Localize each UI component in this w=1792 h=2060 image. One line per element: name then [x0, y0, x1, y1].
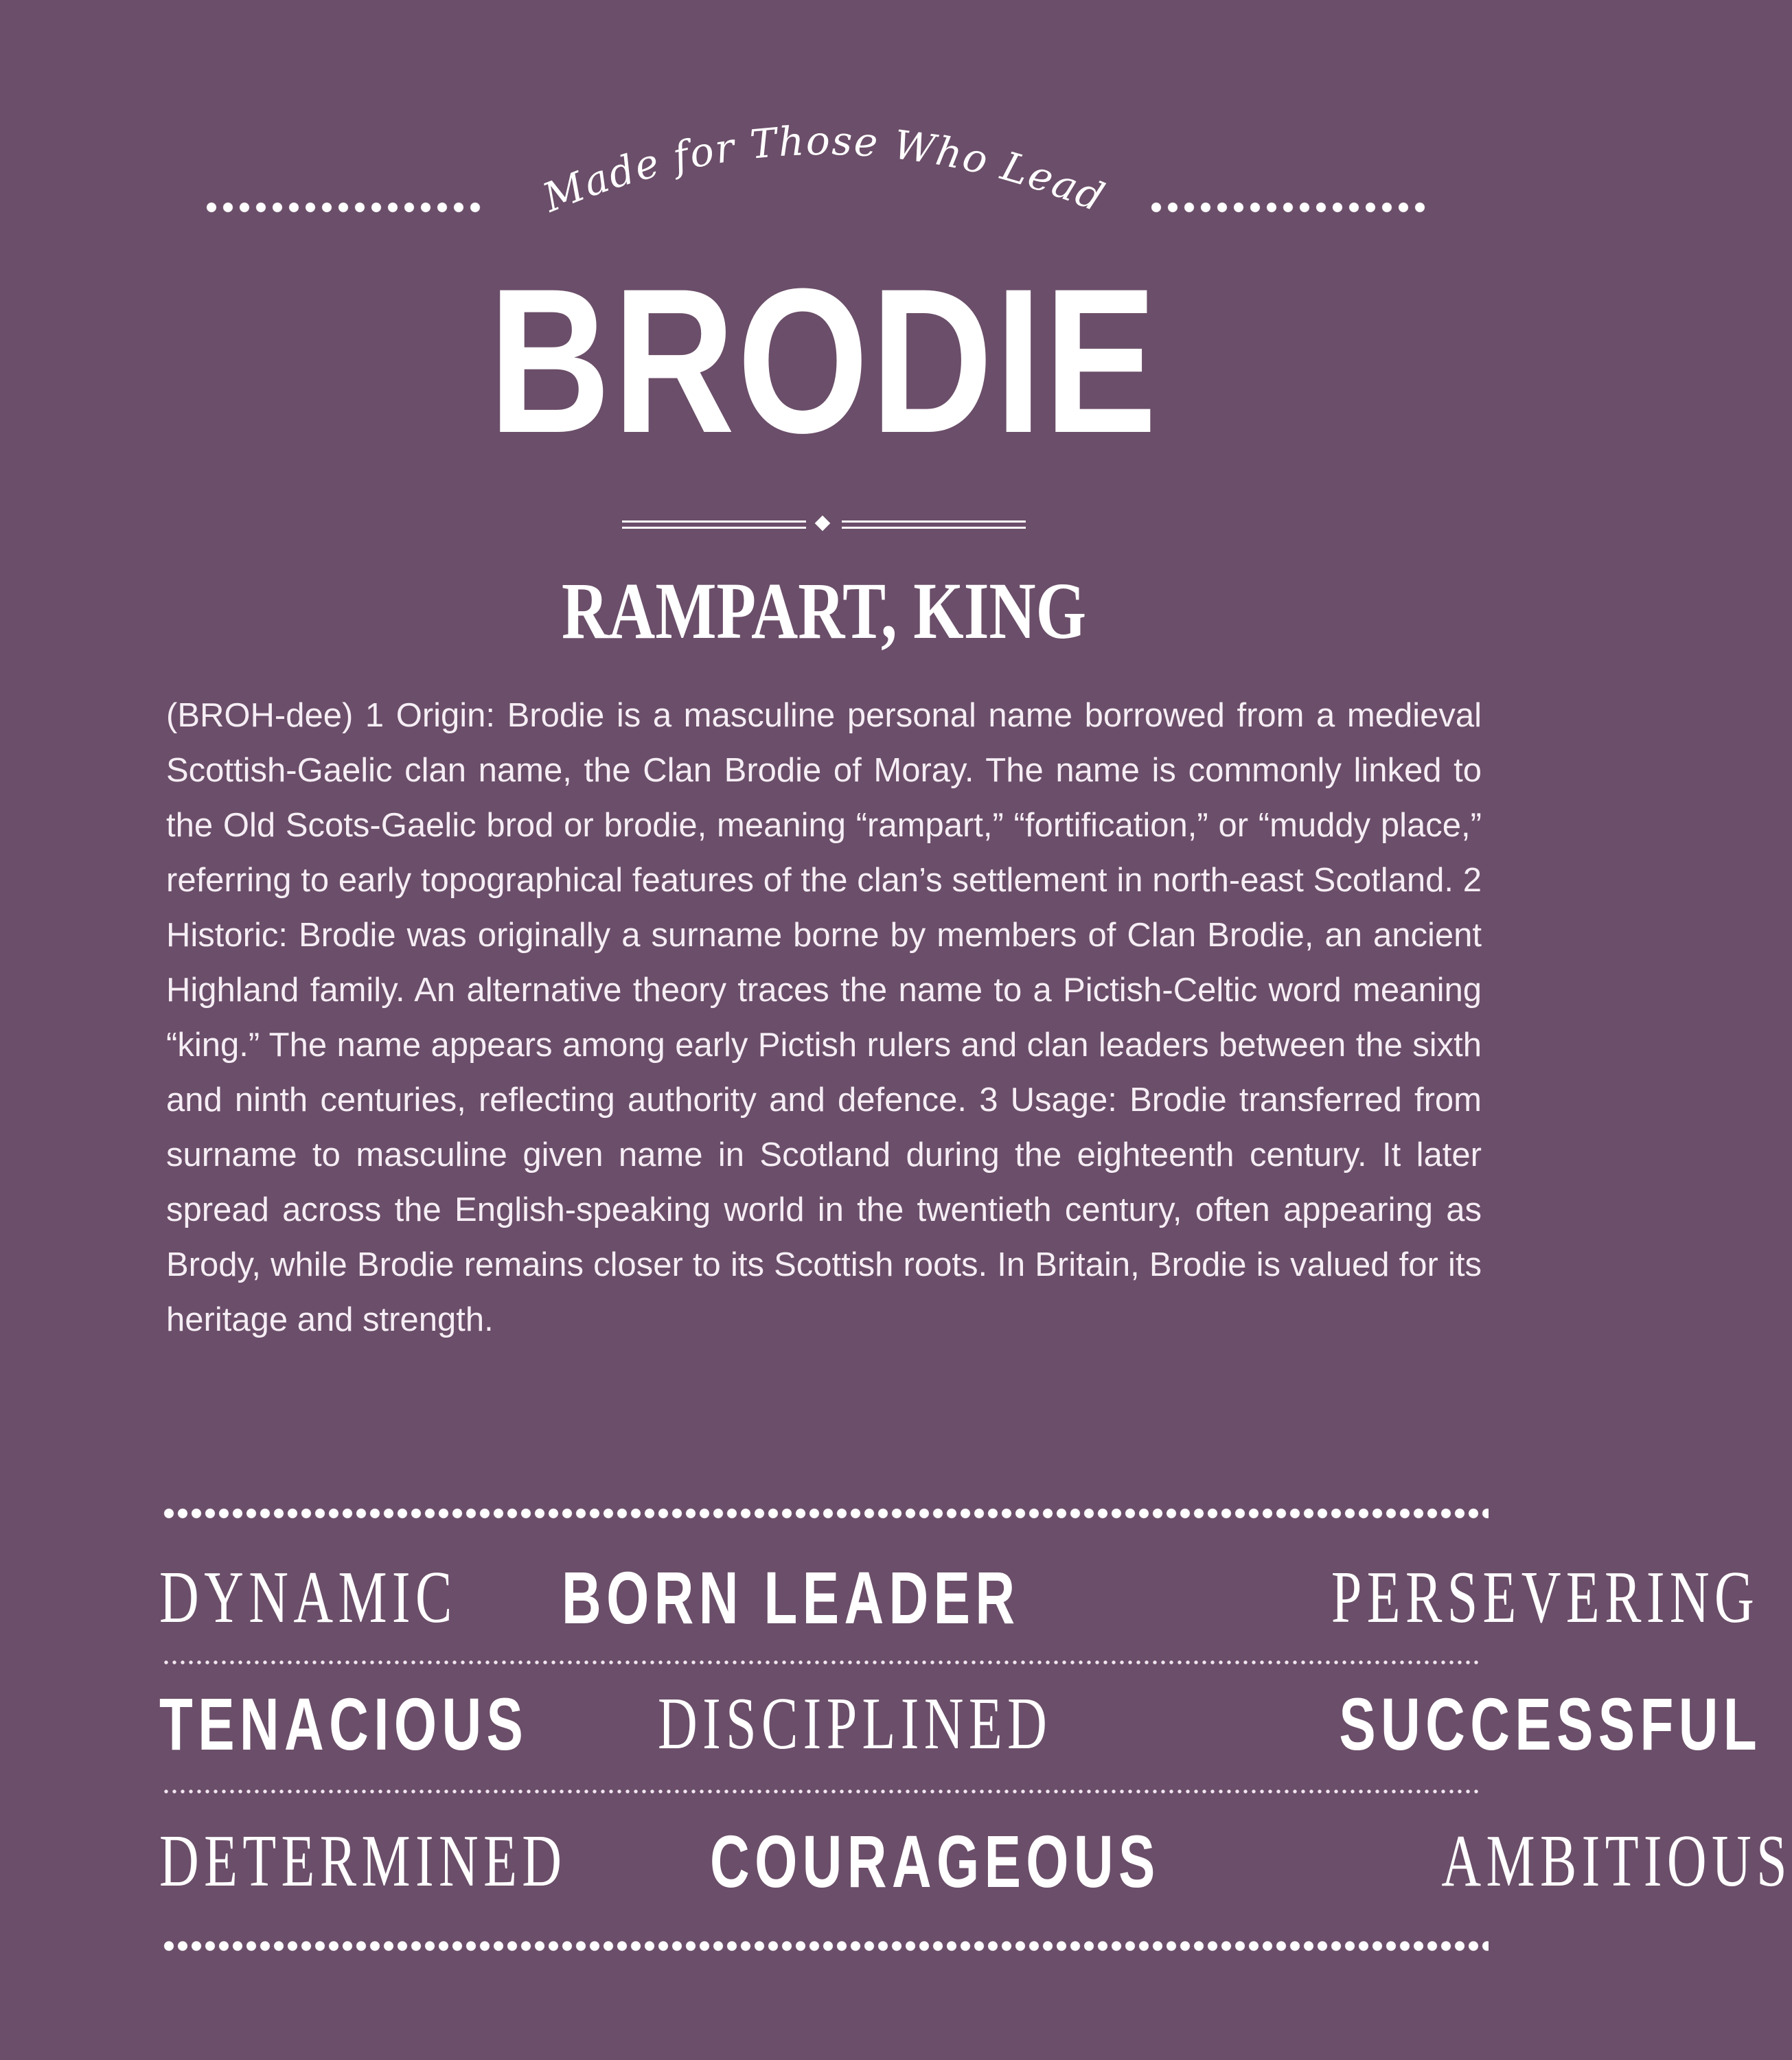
dot-divider-bottom [162, 1941, 1489, 1952]
tagline-arc [481, 103, 1167, 240]
trait-word: PERSEVERING [1331, 1557, 1760, 1638]
tagline [536, 117, 1112, 222]
trait-word: AMBITIOUS [1441, 1820, 1792, 1902]
trait-word: TENACIOUS [159, 1682, 529, 1765]
name-meaning: RAMPART, KING [561, 566, 1087, 656]
trait-word: BORN LEADER [562, 1556, 1020, 1639]
diamond-icon [815, 516, 831, 531]
trait-word: DETERMINED [159, 1820, 567, 1902]
name-description: (BROH-dee) 1 Origin: Brodie is a masculine personal name borrowed from a medieval Scottish-Gaelic clan name, the Clan Brodie of Moray. The name is commonly linked to the Old Scots-Gaelic brod or brodie, meaning “rampart,” “fortification,” or “muddy place,” referring to early topographical features of the clan’s settlement in north-east Scotland. 2 Historic: Brodie was originally a surname borne by members of Clan Brodie, an ancient Highland family. An alternative theory traces the name to a Pictish-Celtic word meaning “king.” The name appears among early Pictish rulers and clan leaders between the sixth and ninth centuries, reflecting authority and defence. 3 Usage: Brodie transferred from surname to masculine given name in Scotland during the eighteenth century. It later spread across the English-speaking world in the twentieth century, often appearing as Brody, while Brodie remains closer to its Scottish roots. In Britain, Brodie is valued for its heritage and strength. [166, 697, 1482, 1338]
trait-word: DISCIPLINED [658, 1683, 1053, 1765]
trait-row [159, 1553, 1760, 1643]
trait-word: SUCCESSFUL [1339, 1682, 1762, 1765]
trait-word: COURAGEOUS [709, 1820, 1160, 1903]
tagline-dots-right [1148, 202, 1428, 213]
divider-line-left [622, 520, 806, 529]
tagline-dots-left [203, 202, 483, 213]
trait-row [159, 1680, 1762, 1769]
tagline-text: Made for Those Who Lead [536, 117, 1112, 222]
divider-line-right [842, 520, 1026, 529]
thin-dot-divider [162, 1789, 1480, 1794]
ornament-divider [622, 515, 1026, 536]
trait-row [159, 1817, 1792, 1906]
thin-dot-divider [162, 1660, 1480, 1664]
dot-divider-top [162, 1508, 1489, 1519]
trait-word: DYNAMIC [159, 1557, 457, 1638]
name-title: BRODIE [488, 245, 1160, 476]
